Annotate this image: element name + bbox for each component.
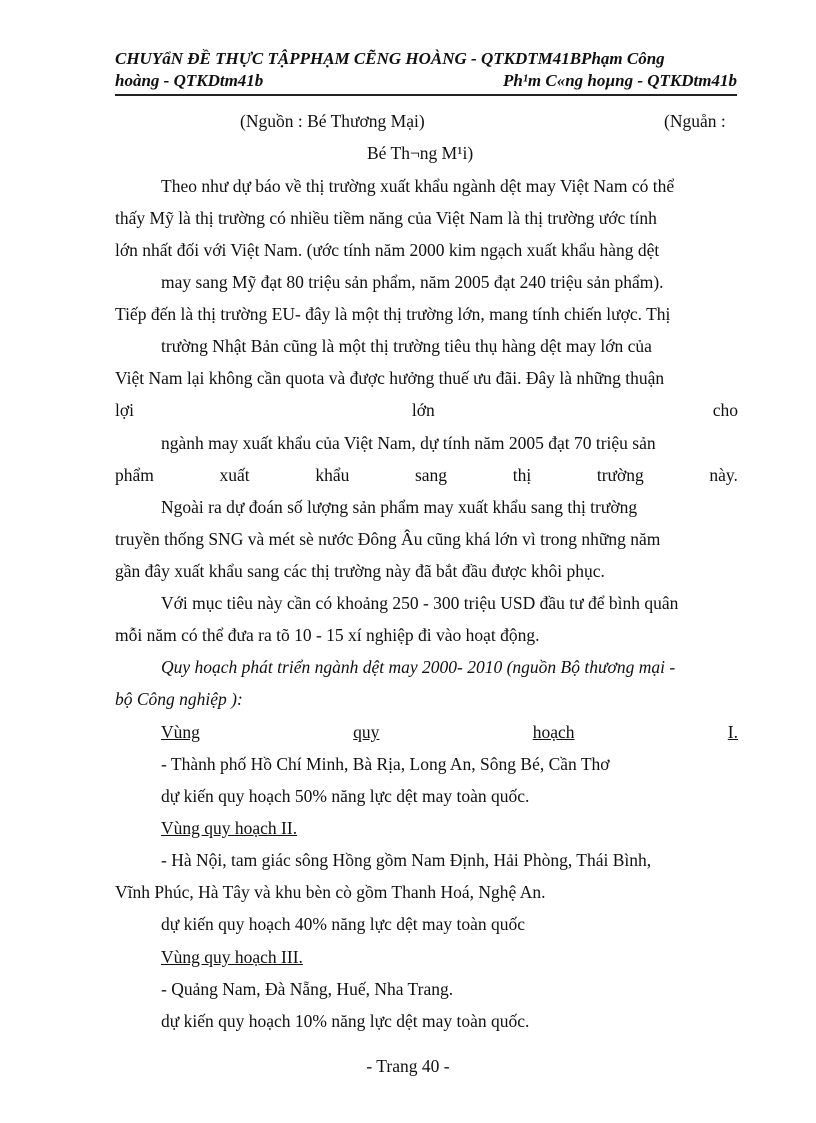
region-2-heading: Vùng quy hoạch II. [161,818,298,838]
page-number: - Trang 40 - [366,1056,450,1076]
word: lợi [115,400,134,420]
word: I. [727,722,738,742]
paragraph-line: mỗi năm có thể đưa ra tõ 10 - 15 xí nghiệp đi vào hoạt động. [115,625,540,645]
word: Vùng [161,722,200,742]
word: phẩm [115,465,154,485]
paragraph-line: Tiếp đến là thị trường EU- đây là một thị trường lớn, mang tính chiến lược. Thị [115,304,671,324]
region-3-areas: - Quảng Nam, Đà Nẵng, Huế, Nha Trang. [161,979,454,999]
header-line-2 [115,70,737,92]
word: hoạch [532,722,575,742]
word: sang [414,465,448,485]
paragraph-line: Ngoài ra dự đoán số lượng sản phẩm may xuất khẩu sang thị trường [161,497,638,517]
region-3-plan: dự kiến quy hoạch 10% năng lực dệt may toàn quốc. [161,1011,530,1031]
region-2-plan: dự kiến quy hoạch 40% năng lực dệt may toàn quốc [161,914,526,934]
word: cho [712,400,738,420]
region-1-plan: dự kiến quy hoạch 50% năng lực dệt may toàn quốc. [161,786,530,806]
word: này. [709,465,738,485]
region-2-areas-cont: Vĩnh Phúc, Hà Tây và khu bèn cò gồm Thanh Hoá, Nghệ An. [115,882,546,902]
source-cont: Bé Th¬ng M¹i) [367,143,474,163]
paragraph-line: Theo như dự báo về thị trường xuất khẩu ngành dệt may Việt Nam có thể [161,176,675,196]
plan-heading-cont: bộ Công nghiệp ): [115,689,243,709]
header-line-1: CHUYẩN ĐỀ THỰC TẬPPHẠM CẼNG HOÀNG - QTKDTM41BPhạm Công [115,49,665,68]
header-right: Ph¹m C«ng hoµng - QTKDtm41b [502,71,737,90]
word: xuất [219,465,250,485]
paragraph-line: may sang Mỹ đạt 80 triệu sản phẩm, năm 2005 đạt 240 triệu sản phẩm). [161,272,664,292]
word: quy [353,722,380,742]
paragraph-line-justified [115,399,738,421]
region-3-heading: Vùng quy hoạch III. [161,947,303,967]
paragraph-line: lớn nhất đối với Việt Nam. (ước tính năm 2000 kim ngạch xuất khẩu hàng dệt [115,240,660,260]
word: khẩu [315,465,350,485]
region-2-areas: - Hà Nội, tam giác sông Hồng gồm Nam Định, Hải Phòng, Thái Bình, [161,850,652,870]
paragraph-line: truyền thống SNG và mét sè nước Đông Âu cũng khá lớn vì trong những năm [115,529,661,549]
page-header [115,48,737,96]
paragraph-line: gần đây xuất khẩu sang các thị trường này đã bắt đầu được khôi phục. [115,561,605,581]
word: lớn [411,400,435,420]
word: thị [512,465,532,485]
paragraph-line: Với mục tiêu này cần có khoảng 250 - 300 triệu USD đầu tư để bình quân [161,593,679,613]
source-right: (Nguån : [664,111,726,131]
paragraph-line: ngành may xuất khẩu của Việt Nam, dự tính năm 2005 đạt 70 triệu sản [161,433,656,453]
paragraph-line: trường Nhật Bản cũng là một thị trường tiêu thụ hàng dệt may lớn của [161,336,652,356]
header-left: hoàng - QTKDtm41b [115,71,264,90]
paragraph-line: thấy Mỹ là thị trường có nhiều tiềm năng của Việt Nam là thị trường ước tính [115,208,657,228]
plan-heading: Quy hoạch phát triển ngành dệt may 2000- 2010 (nguồn Bộ thương mại - [161,657,676,677]
paragraph-line: Việt Nam lại không cần quota và được hưởng thuế ưu đãi. Đây là những thuận [115,368,665,388]
region-1-areas: - Thành phố Hồ Chí Minh, Bà Rịa, Long An, Sông Bé, Cần Thơ [161,754,610,774]
source-left: (Nguồn : Bé Thương Mại) [240,111,425,131]
word: trường [596,465,644,485]
paragraph-line-justified [115,464,738,486]
region-1-heading [161,721,738,743]
